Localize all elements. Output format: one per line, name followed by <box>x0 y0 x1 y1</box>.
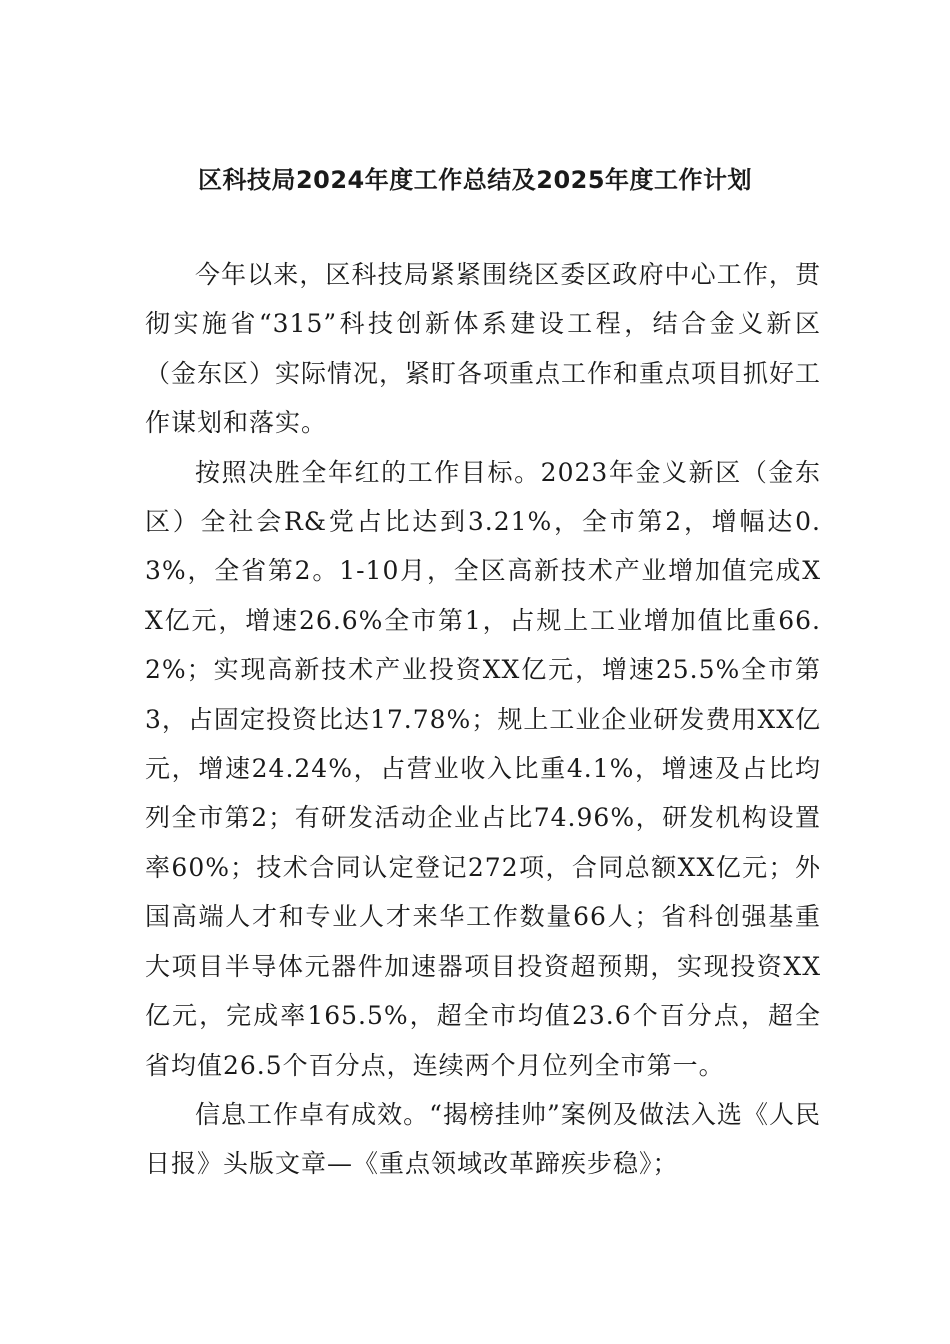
paragraph-targets: 按照决胜全年红的工作目标。2023年金义新区（金东区）全社会R&党占比达到3.21%，全市第2，增幅达0.3%，全省第2。1-10月，全区高新技术产业增加值完成XX亿元，增速26.6%全市第1，占规上工业增加值比重66.2%；实现高新技术产业投资XX亿元，增速25.5%全市第3，占固定投资比达17.78%；规上工业企业研发费用XX亿元，增速24.24%，占营业收入比重4.1%，增速及占比均列全市第2；有研发活动企业占比74.96%，研发机构设置率60%；技术合同认定登记272项，合同总额XX亿元；外国高端人才和专业人才来华工作数量66人；省科创强基重大项目半导体元器件加速器项目投资超预期，实现投资XX亿元，完成率165.5%，超全市均值23.6个百分点，超全省均值26.5个百分点，连续两个月位列全市第一。 <box>145 457 821 1080</box>
document-body <box>145 250 821 1189</box>
paragraph-intro: 今年以来，区科技局紧紧围绕区委区政府中心工作，贯彻实施省“315”科技创新体系建设工程，结合金义新区（金东区）实际情况，紧盯各项重点工作和重点项目抓好工作谋划和落实。 <box>145 260 822 438</box>
document-title: 区科技局2024年度工作总结及2025年度工作计划 <box>197 166 753 194</box>
paragraph-information: 信息工作卓有成效。“揭榜挂帅”案例及做法入选《人民日报》头版文章—《重点领域改革蹄疾步稳》； <box>145 1099 821 1179</box>
